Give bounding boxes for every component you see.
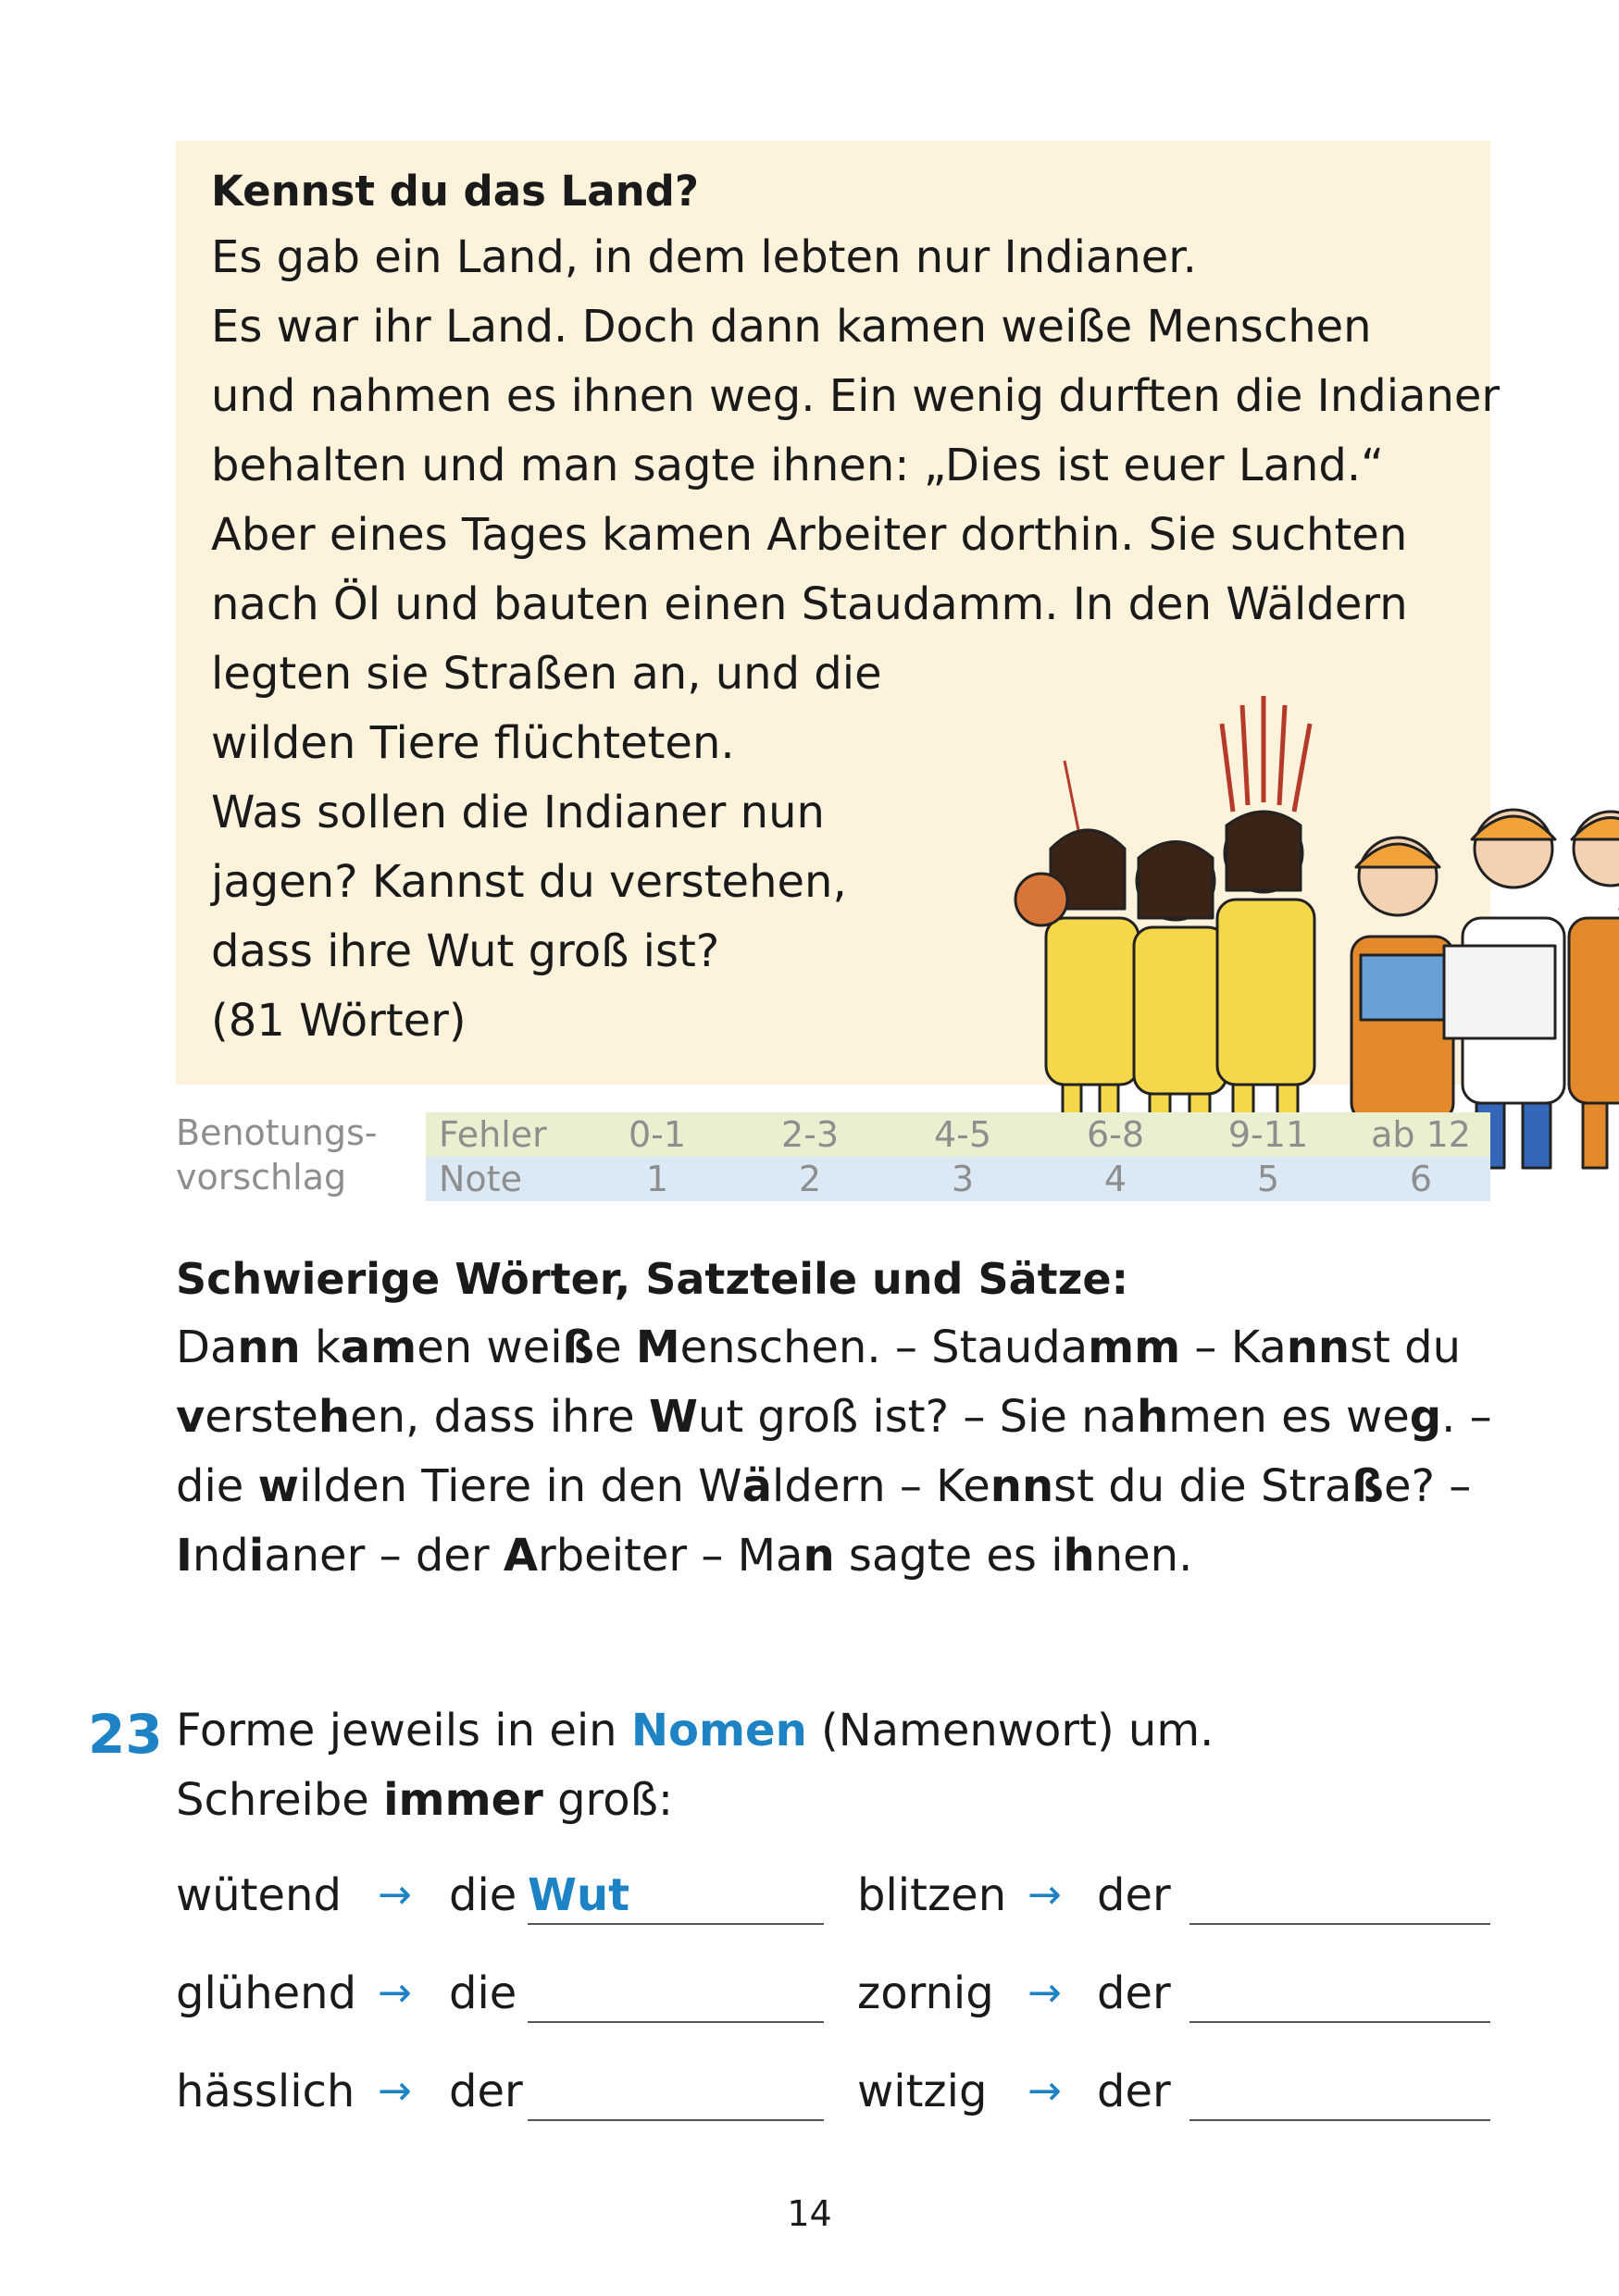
- difficult-words-line: [176, 1460, 1471, 1512]
- highlighted-letters: ß: [562, 1322, 595, 1373]
- story-line: wilden Tiere flüchteten.: [211, 717, 735, 769]
- text-segment: ilden Tiere in den W: [298, 1460, 742, 1512]
- story-line: jagen? Kannst du verstehen,: [211, 856, 847, 908]
- text-segment: – Ka: [1180, 1322, 1287, 1373]
- exercise-row: [176, 1869, 1490, 1925]
- highlighted-letters: ä: [741, 1460, 773, 1512]
- adjective: witzig: [857, 2066, 988, 2117]
- article: der: [1097, 2066, 1171, 2117]
- text-segment: . –: [1441, 1391, 1492, 1443]
- errors-range: 0-1: [628, 1114, 687, 1155]
- task-emphasis: immer: [383, 1774, 543, 1826]
- highlighted-letters: am: [340, 1322, 417, 1373]
- highlighted-letters: h: [1137, 1391, 1169, 1443]
- text-segment: Da: [176, 1322, 238, 1373]
- article: der: [449, 2066, 523, 2117]
- adjective: glühend: [176, 1967, 357, 2019]
- text-segment: aner – der: [264, 1530, 504, 1582]
- text-segment: st du die Stra: [1053, 1460, 1352, 1512]
- adjective: wütend: [176, 1869, 342, 1921]
- grade-label: Note: [439, 1159, 522, 1199]
- arrow-right-icon: →: [378, 1871, 412, 1918]
- arrow-right-icon: →: [378, 1969, 412, 2017]
- errors-range: 4-5: [933, 1114, 992, 1155]
- text-segment: rbeiter – Ma: [537, 1530, 803, 1582]
- text-segment: die: [176, 1460, 258, 1512]
- arrow-right-icon: →: [378, 2067, 412, 2115]
- text-segment: e? –: [1383, 1460, 1472, 1512]
- text-segment: st du: [1350, 1322, 1462, 1373]
- highlighted-letters: nn: [237, 1322, 301, 1373]
- errors-range: ab 12: [1371, 1114, 1471, 1155]
- answer-field[interactable]: [1189, 1967, 1490, 2023]
- errors-range: 6-8: [1086, 1114, 1145, 1155]
- grading-label-line: Benotungs-: [176, 1112, 378, 1153]
- story-line: nach Öl und bauten einen Staudamm. In den Wäldern: [211, 578, 1408, 630]
- task-number: 23: [88, 1703, 163, 1766]
- story-line: behalten und man sagte ihnen: „Dies ist euer Land.“: [211, 440, 1385, 491]
- answer-field[interactable]: [1189, 2066, 1490, 2121]
- highlighted-letters: A: [503, 1530, 538, 1582]
- text-segment: k: [300, 1322, 341, 1373]
- task-text: (Namenwort) um.: [806, 1705, 1214, 1756]
- task-text: Schreibe: [176, 1774, 384, 1826]
- page-number: 14: [787, 2193, 832, 2234]
- difficult-words-title: Schwierige Wörter, Satzteile und Sätze:: [176, 1254, 1129, 1304]
- grade-value: 3: [951, 1159, 975, 1199]
- arrow-right-icon: →: [1027, 1871, 1062, 1918]
- verb: blitzen: [857, 1869, 1007, 1921]
- errors-range: 9-11: [1227, 1114, 1309, 1155]
- highlighted-letters: nn: [990, 1460, 1054, 1512]
- story-line: (81 Wörter): [211, 995, 467, 1047]
- answer-field[interactable]: [1189, 1869, 1490, 1925]
- highlighted-letters: mm: [1088, 1322, 1181, 1373]
- text-segment: ldern – Ke: [772, 1460, 990, 1512]
- arrow-right-icon: →: [1027, 1969, 1062, 2017]
- adjective: hässlich: [176, 2066, 355, 2117]
- grade-value: 5: [1256, 1159, 1280, 1199]
- highlighted-letters: ß: [1351, 1460, 1384, 1512]
- grade-value: 4: [1103, 1159, 1127, 1199]
- arrow-right-icon: →: [1027, 2067, 1062, 2115]
- answer-field[interactable]: Wut: [528, 1869, 824, 1925]
- answer-field[interactable]: [528, 1967, 824, 2023]
- highlighted-letters: n: [803, 1530, 835, 1582]
- text-segment: ut groß ist? – Sie na: [697, 1391, 1137, 1443]
- story-line: dass ihre Wut groß ist?: [211, 925, 720, 977]
- difficult-words-line: [176, 1391, 1492, 1443]
- text-segment: nd: [192, 1530, 249, 1582]
- grade-value: 6: [1409, 1159, 1433, 1199]
- task-instruction-line1: [176, 1705, 1214, 1756]
- highlighted-letters: v: [176, 1391, 205, 1443]
- article: der: [1097, 1967, 1171, 2019]
- story-line: und nahmen es ihnen weg. Ein wenig durften die Indianer: [211, 370, 1501, 422]
- story-line: Es gab ein Land, in dem lebten nur Indianer.: [211, 231, 1197, 283]
- story-title: Kennst du das Land?: [211, 167, 699, 216]
- highlighted-letters: g: [1409, 1391, 1442, 1443]
- task-keyword: Nomen: [630, 1705, 807, 1756]
- grading-row-grades: [426, 1157, 1490, 1201]
- grade-value: 2: [798, 1159, 822, 1199]
- text-segment: erste: [205, 1391, 318, 1443]
- answer-field[interactable]: [528, 2066, 824, 2121]
- highlighted-letters: h: [1063, 1530, 1095, 1582]
- grade-value: 1: [645, 1159, 669, 1199]
- text-segment: en, dass ihre: [350, 1391, 649, 1443]
- highlighted-letters: W: [648, 1391, 698, 1443]
- article: die: [449, 1869, 517, 1921]
- story-line: Was sollen die Indianer nun: [211, 787, 825, 838]
- errors-label: Fehler: [439, 1114, 547, 1155]
- grading-label: [176, 1111, 377, 1199]
- highlighted-letters: M: [635, 1322, 680, 1373]
- text-segment: e: [594, 1322, 636, 1373]
- difficult-words-line: [176, 1322, 1461, 1373]
- article: die: [449, 1967, 517, 2019]
- text-segment: enschen. – Stauda: [679, 1322, 1089, 1373]
- text-segment: en wei: [417, 1322, 563, 1373]
- text-segment: sagte es i: [834, 1530, 1064, 1582]
- errors-range: 2-3: [780, 1114, 840, 1155]
- highlighted-letters: w: [257, 1460, 299, 1512]
- text-segment: men es we: [1168, 1391, 1410, 1443]
- grading-label-line: vorschlag: [176, 1157, 347, 1198]
- highlighted-letters: nn: [1286, 1322, 1351, 1373]
- difficult-words-line: [176, 1530, 1192, 1582]
- highlighted-letters: h: [318, 1391, 351, 1443]
- story-line: Aber eines Tages kamen Arbeiter dorthin. Sie suchten: [211, 509, 1408, 561]
- highlighted-letters: i: [248, 1530, 265, 1582]
- task-text: Forme jeweils in ein: [176, 1705, 631, 1756]
- exercise-row: [176, 2066, 1490, 2121]
- article: der: [1097, 1869, 1171, 1921]
- task-text: groß:: [542, 1774, 673, 1826]
- task-instruction-line2: [176, 1774, 673, 1826]
- story-line: Es war ihr Land. Doch dann kamen weiße Menschen: [211, 301, 1372, 353]
- exercise-row: [176, 1967, 1490, 2023]
- text-segment: nen.: [1094, 1530, 1193, 1582]
- grading-row-errors: [426, 1112, 1490, 1157]
- story-line: legten sie Straßen an, und die: [211, 648, 882, 700]
- adjective: zornig: [857, 1967, 994, 2019]
- story-box: [176, 141, 1501, 1085]
- highlighted-letters: I: [176, 1530, 193, 1582]
